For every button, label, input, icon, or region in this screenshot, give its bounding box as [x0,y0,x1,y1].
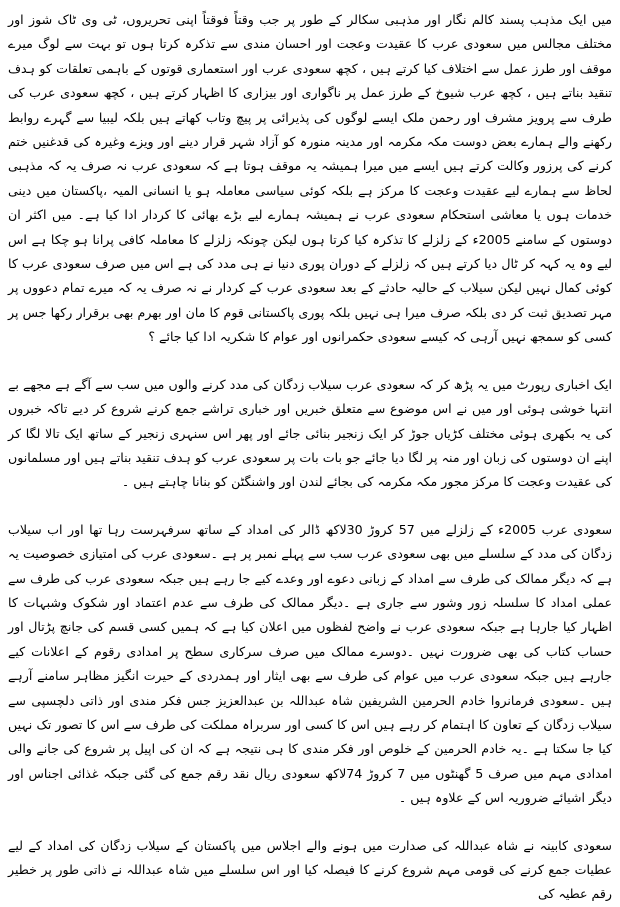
article-paragraph-3: سعودی عرب 2005ء کے زلزلے میں 57 کروڑ 30لاکھ ڈالر کی امداد کے ساتھ سرفہرست رہا تھا اور اب سیلاب زدگان کی مدد کے سلسلے میں بھی سعودی عرب سب سے پہلے نمبر پر ہے ۔سعودی عرب کی امتیازی خصوصیت یہ ہے کہ دیگر ممالک کی طرف سے امداد کے زبانی دعوے اور وعدے کیے جا رہے ہیں جبکہ سعودی عرب کی طرف سے عملی امداد کا سلسلہ زور وشور سے جاری ہے ۔دیگر ممالک کی طرف سے عدم اعتماد اور شکوک وشبہات کا اظہار کیا جارہا ہے جبکہ سعودی عرب نے واضح لفظوں میں اعلان کیا ہے کہ ہمیں کسی قسم کی جانچ پڑتال اور حساب کتاب کی بھی ضرورت نہیں ۔دوسرے ممالک میں صرف سرکاری سطح پر امدادی رقوم کے اعلانات کیے جارہے ہیں جبکہ سعودی عرب میں عوام کی طرف سے بھی ایثار اور ہمدردی کے حیرت انگیز مظاہر سامنے آرہے ہیں ۔سعودی فرمانروا خادم الحرمین الشریفین شاہ عبداللہ بن عبدالعزیز جس فکر مندی اور ذاتی دلچسپی سے سیلاب زدگان کے تعاون کا اہتمام کر رہے ہیں اس کا کسی اور سربراہ مملکت کی طرف سے اس کا تصور تک نہیں کیا جا سکتا ہے ۔یہ خادم الحرمین کے خلوص اور فکر مندی کا ہی نتیجہ ہے کہ ان کی اپیل پر شروع کی جانے والی امدادی مہم میں صرف 5 گھنٹوں میں 7 کروڑ 74لاکھ سعودی ریال نقد رقم جمع کی گئی جبکہ غذائی اجناس اور دیگر اشیائے ضروریہ اس کے علاوہ ہیں ۔ [8,521,612,806]
article-paragraph-1: میں ایک مذہب پسند کالم نگار اور مذہبی سکالر کے طور پر جب وقتاً فوقتاً اپنی تحریروں، ٹی وی ٹاک شوز اور مختلف مجالس میں سعودی عرب کا عقیدت وعجت اور احسان مندی سے تذکرہ کرتا ہوں تو بہت سے لوگ میرے موقف اور طرز عمل سے اختلاف کیا کرتے ہیں ، کچھ سعودی عرب اور استعماری قوتوں کے باہمی تعلقات کو ہدف تنقید بناتے ہیں ، کچھ عرب شیوخ کے طرز عمل پر ناگواری اور بیزاری کا اظہار کرتے ہیں ، کچھ سعودی عرب کی طرف سے پرویز مشرف اور رحمن ملک ایسے لوگوں کی پذیرائی پر پیچ وتاب کھاتے ہیں بلکہ لیبیا سے گہرے روابط رکھنے والے ہمارے بعض دوست مکہ مکرمہ اور مدینہ منورہ کو آزاد شہر قرار دینے اور ویزے وغیرہ کی قدغنیں ختم کرنے کی پرزور وکالت کرتے ہیں ایسے میں میرا ہمیشہ یہ موقف ہوتا ہے کہ سعودی عرب نہ صرف یہ کہ مذہبی لحاظ سے ہمارے لیے عقیدت وعجت کا مرکز ہے بلکہ کوئی سیاسی معاملہ ہو یا انسانی المیہ ،پاکستان میں دینی خدمات ہوں یا معاشی استحکام سعودی عرب نے ہمیشہ ہمارے لیے بڑے بھائی کا کردار ادا کیا ہے۔ میں اکثر ان دوستوں کے سامنے 2005ء کے زلزلے کا تذکرہ کیا کرتا ہوں لیکن چونکہ زلزلے کا معاملہ کافی پرانا ہو چکا ہے اس لیے وہ یہ کہہ کر ٹال دیا کرتے ہیں کہ زلزلے کے دوران پوری دنیا نے ہی مدد کی ہے اس میں صرف سعودی عرب کا کوئی کمال نہیں لیکن سیلاب کے حالیہ حادثے کے بعد سعودی عرب کے کردار نے نہ صرف یہ کہ میرے تمام دعووں پر مہر تصدیق ثبت کر دی بلکہ صرف میرا ہی نہیں بلکہ پوری پاکستانی قوم کا مان اور بھرم بھی برقرار رکھا جس پر کسی کو سمجھ نہیں آرہی کہ کیسے سعودی حکمرانوں اور عوام کا شکریہ ادا کیا جائے ؟ [8,12,612,345]
article-page [8,0,612,902]
article-paragraph-2: ایک اخباری رپورٹ میں یہ پڑھ کر کہ سعودی عرب سیلاب زدگان کی مدد کرنے والوں میں سب سے آگے ہے مجھے بے انتہا خوشی ہوئی اور میں نے اس موضوع سے متعلق خبریں اور خباری تراشے جمع کرنے شروع کر دیے تاکہ خبروں کی یہ بکھری ہوئی مختلف کڑیاں جوڑ کر ایک زنجیر بنائی جائے اور پھر اس سنہری زنجیر کے ساتھ ایک تالا لگا کر اپنے ان دوستوں کی زبان اور منہ پر لگا دیا جائے جو بات بات پر سعودی عرب کو ہدف تنقید بناتے ہیں اور مسلمانوں کی عقیدت وعجت کا مرکز مجور مکہ مکرمہ کی بجائے لندن اور واشنگٹن کو بنانا چاہتے ہیں ۔ [8,376,612,490]
article-paragraph-4: سعودی کابینہ نے شاہ عبداللہ کی صدارت میں ہونے والے اجلاس میں پاکستان کے سیلاب زدگان کی امداد کے لیے عطیات جمع کرنے کی قومی مہم شروع کرنے کا فیصلہ کیا اور اس سلسلے میں شاہ عبداللہ نے ذاتی طور پر خطیر رقم عطیہ کی [8,837,612,902]
